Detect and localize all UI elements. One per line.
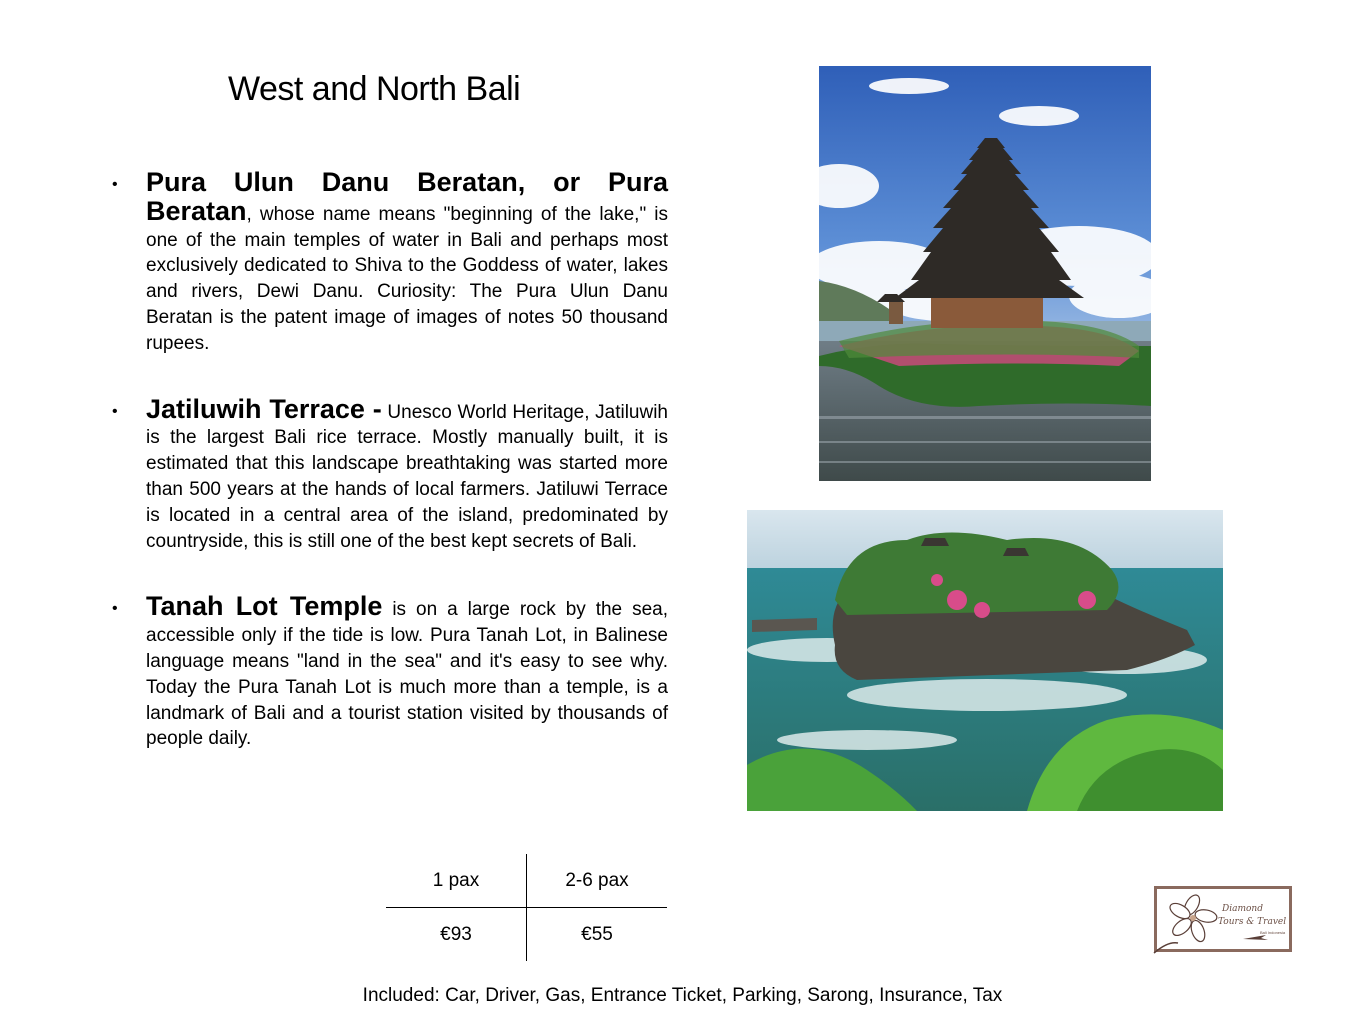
ulun-danu-temple-photo — [819, 66, 1151, 481]
logo-line-2: Tours & Travel — [1218, 917, 1287, 927]
table-header-1-pax: 1 pax — [432, 870, 480, 891]
page-title: West and North Bali — [228, 70, 521, 108]
item-heading: Tanah Lot Temple — [146, 591, 383, 622]
attractions-list — [112, 167, 668, 752]
table-price-2-6-pax: €55 — [581, 924, 613, 945]
logo-line-3: Bali Indonesia — [1260, 930, 1286, 935]
tanah-lot-temple-photo — [747, 510, 1223, 811]
table-header-2-6-pax: 2-6 pax — [565, 870, 629, 891]
list-item — [112, 393, 668, 555]
bullet-marker: • — [112, 600, 118, 618]
item-heading: Pura Ulun Danu Beratan, or Pura Beratan — [146, 167, 668, 226]
company-logo — [1148, 883, 1296, 957]
table-price-1-pax: €93 — [440, 924, 472, 945]
bullet-marker: • — [112, 176, 118, 193]
price-table — [386, 854, 667, 961]
logo-line-1: Diamond — [1222, 904, 1263, 914]
table-divider-horizontal — [386, 907, 667, 908]
included-text: Included: Car, Driver, Gas, Entrance Ticket, Parking, Sarong, Insurance, Tax — [362, 985, 1003, 1006]
bullet-marker: • — [112, 402, 118, 420]
item-body: , whose name means "beginning of the lake," is one of the main temples of water in Bali and perhaps most exclusively dedicated to Shiva to the Goddess of water, lakes and rivers, Dewi Danu. Curiosity: The Pura Ulun Danu Beratan is the patent image of images of notes 50 thousand rupees. — [146, 203, 668, 354]
list-item — [112, 167, 668, 357]
item-body: Unesco World Heritage, Jatiluwih is the largest Bali rice terrace. Mostly manually built, it is estimated that this landscape breathtaking was started more than 500 years at the hands of local farmers. Jatiluwi Terrace is located in a central area of the island, predominated by countryside, this is still one of the best kept secrets of Bali. — [146, 401, 668, 552]
list-item — [112, 591, 668, 752]
item-body: is on a large rock by the sea, accessible only if the tide is low. Pura Tanah Lot, in Balinese language means "land in the sea" and it's easy to see why. Today the Pura Tanah Lot is much more than a temple, is a landmark of Bali and a tourist station visited by thousands of people daily. — [146, 599, 668, 750]
item-heading: Jatiluwih Terrace - — [146, 393, 382, 424]
